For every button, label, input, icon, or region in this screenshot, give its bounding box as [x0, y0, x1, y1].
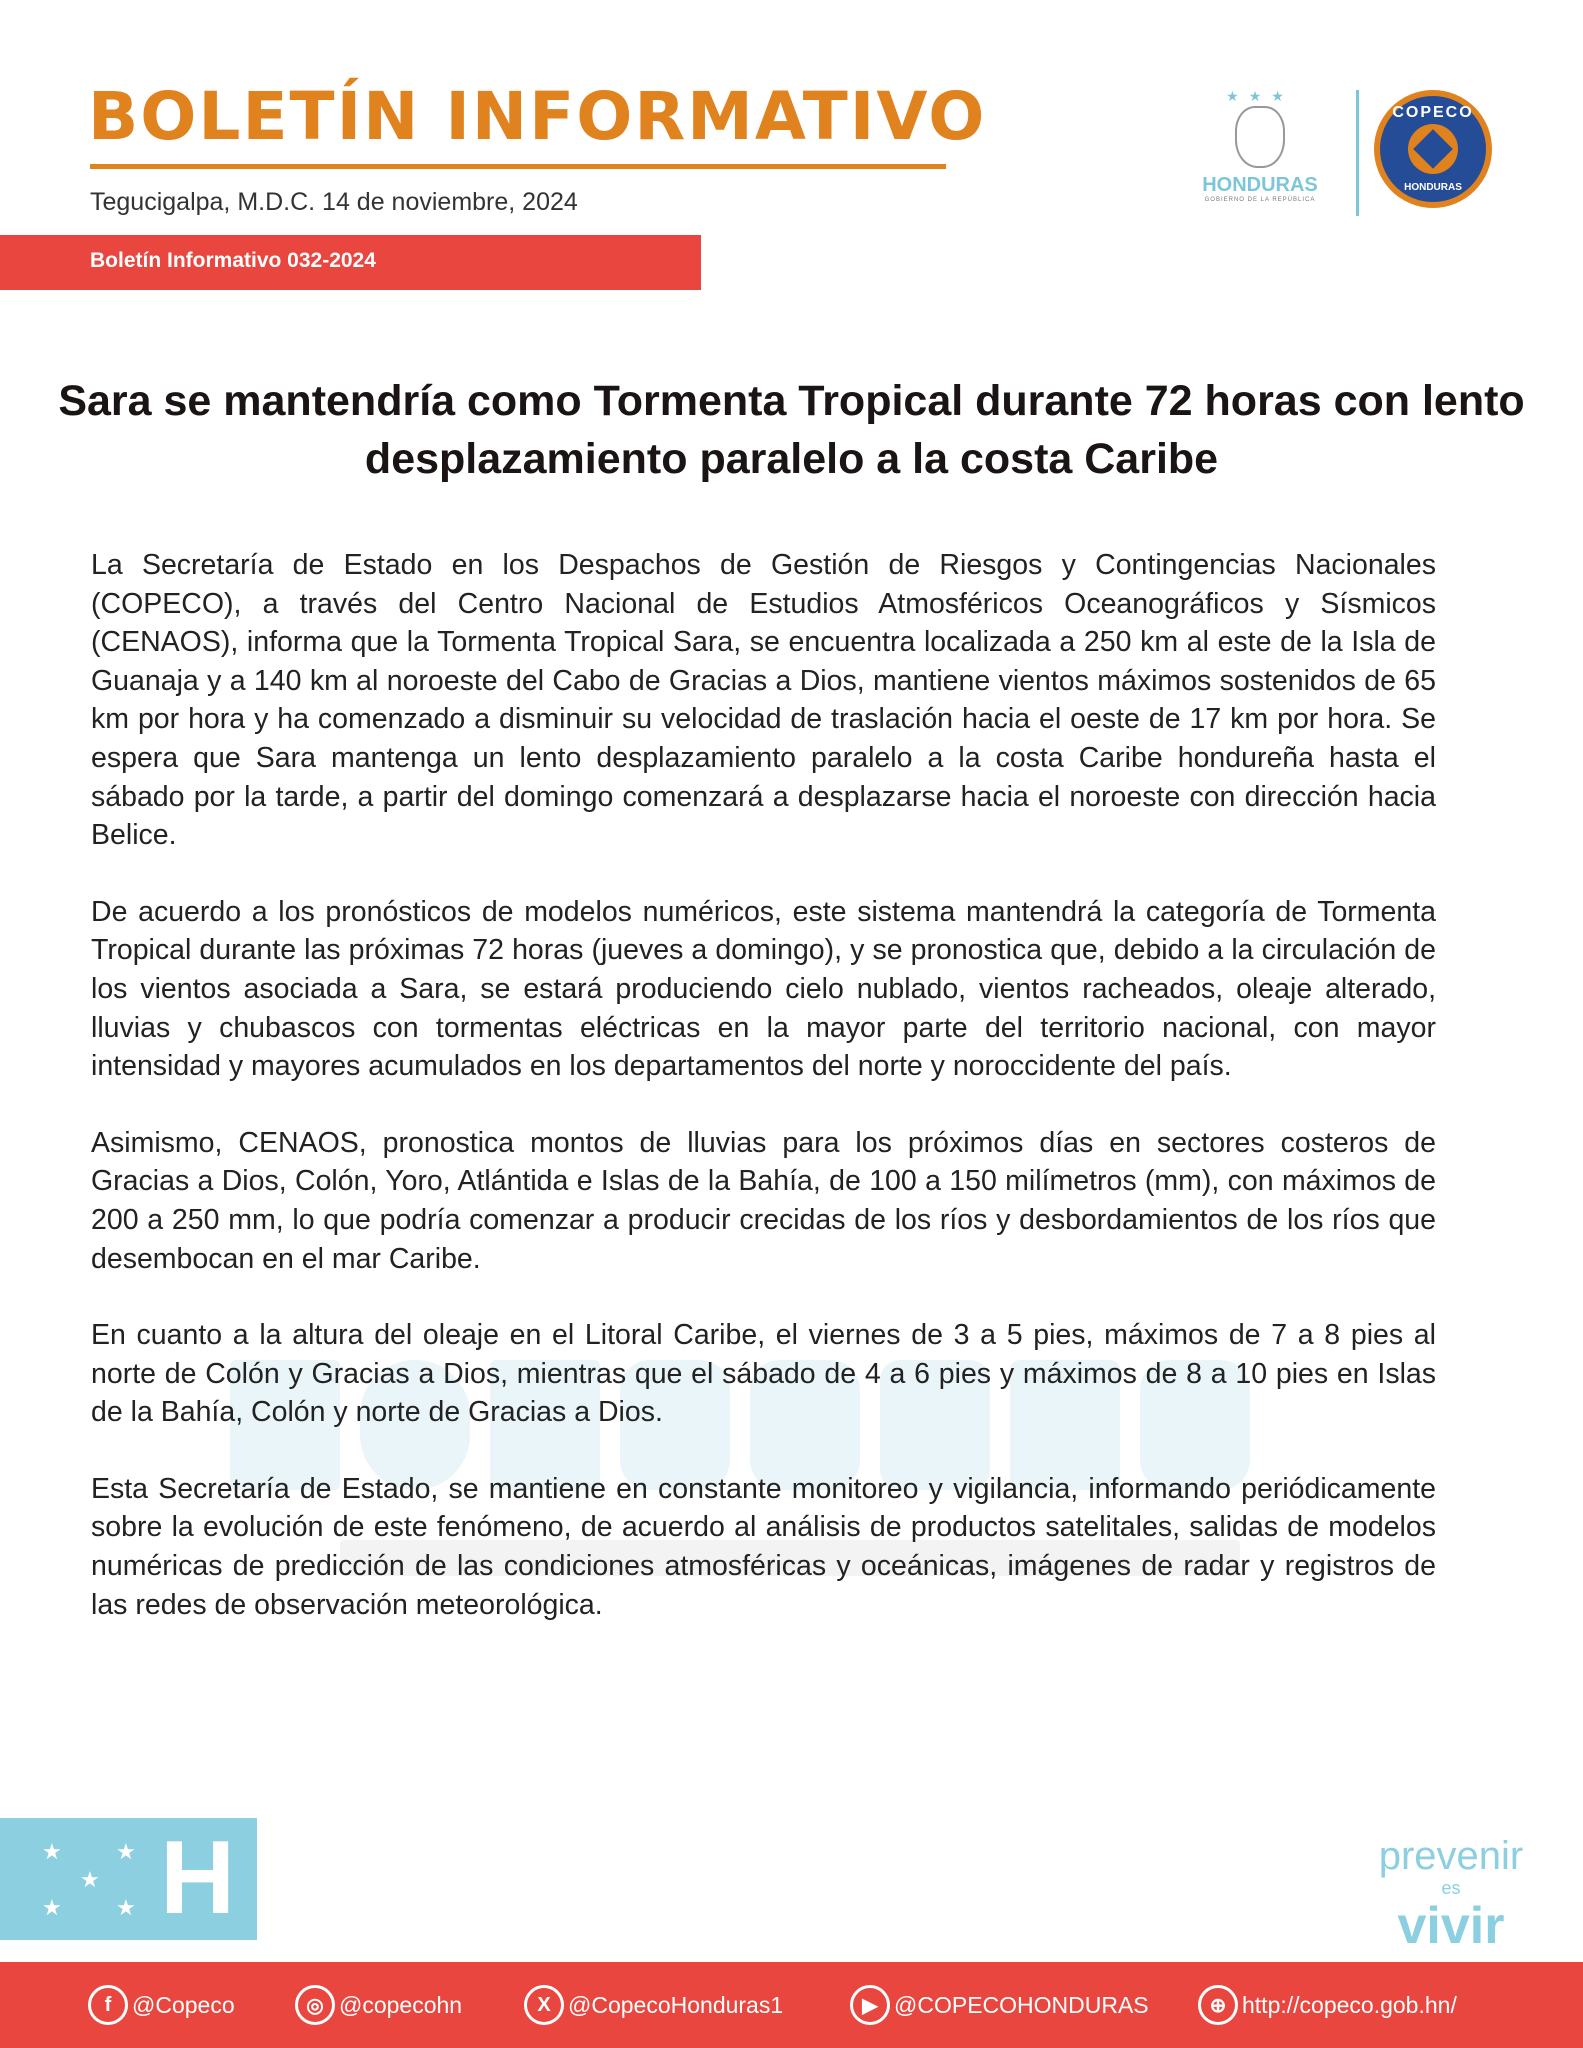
instagram-link[interactable]	[295, 1985, 462, 2025]
star-icon: ★	[116, 1895, 136, 1920]
bulletin-number-bar	[0, 235, 701, 290]
x-link[interactable]	[524, 1985, 783, 2025]
diamond-icon	[1413, 129, 1453, 169]
instagram-icon: ◎	[295, 1985, 335, 2025]
website-url: http://copeco.gob.hn/	[1242, 1991, 1457, 2018]
logo-divider	[1356, 90, 1359, 216]
star-icon: ★	[116, 1839, 136, 1864]
star-icon: ★	[42, 1895, 62, 1920]
bulletin-title: BOLETÍN INFORMATIVO	[88, 78, 987, 155]
star-icon: ★	[80, 1867, 100, 1892]
paragraph: Asimismo, CENAOS, pronostica montos de lluvias para los próximos días en sectores costeros de Gracias a Dios, Colón, Yoro, Atlántida e Islas de la Bahía, de 100 a 150 milímetros (mm), con máximos de 200 a 250 mm, lo que podría comenzar a producir crecidas de los ríos y desbordamientos de los ríos que desembocan en el mar Caribe.	[91, 1126, 1436, 1275]
youtube-icon: ▶	[850, 1985, 890, 2025]
slogan-line: es	[1441, 1878, 1461, 1898]
paragraph: De acuerdo a los pronósticos de modelos numéricos, este sistema mantendrá la categoría de Tormenta Tropical durante las próximas 72 horas (jueves a domingo), y se pronostica que, debido a la circulación de los vientos asociada a Sara, se estará produciendo cielo nublado, vientos racheados, oleaje alterado, lluvias y chubascos con tormentas eléctricas en la mayor parte del territorio nacional, con mayor intensidad y mayores acumulados en los departamentos del norte y noroccidente del país.	[91, 895, 1436, 1083]
copeco-logo-subtext: HONDURAS	[1404, 182, 1462, 193]
youtube-link[interactable]	[850, 1985, 1149, 2025]
stars-icon: ★★★	[1226, 88, 1294, 104]
copeco-logo	[1374, 90, 1492, 208]
star-icon: ★	[42, 1839, 62, 1864]
header-logos	[1190, 88, 1510, 223]
paragraph: Esta Secretaría de Estado, se mantiene en constante monitoreo y vigilancia, informando periódicamente sobre la evolución de este fenómeno, de acuerdo al análisis de productos satelitales, salidas de modelos numéricas de predicción de las condiciones atmosféricas y oceánicas, imágenes de radar y registros de las redes de observación meteorológica.	[91, 1472, 1436, 1621]
facebook-link[interactable]	[88, 1985, 235, 2025]
coat-of-arms-icon	[1235, 106, 1285, 168]
h-letter-icon: H	[160, 1820, 236, 1936]
honduras-logo-text: HONDURAS	[1202, 174, 1318, 196]
x-icon: X	[524, 1985, 564, 2025]
honduras-h-logo	[0, 1818, 257, 1940]
facebook-handle: @Copeco	[132, 1991, 235, 2018]
slogan-line: vivir	[1397, 1897, 1505, 1955]
globe-icon: ⊕	[1198, 1985, 1238, 2025]
website-link[interactable]	[1198, 1985, 1457, 2025]
youtube-handle: @COPECOHONDURAS	[894, 1991, 1149, 2018]
footer-social-bar	[0, 1962, 1583, 2048]
bulletin-body	[91, 546, 1436, 1662]
bulletin-number: Boletín Informativo 032-2024	[90, 249, 376, 272]
instagram-handle: @copecohn	[339, 1991, 463, 2018]
honduras-logo-subtext: GOBIERNO DE LA REPÚBLICA	[1204, 197, 1316, 203]
x-handle: @CopecoHonduras1	[568, 1991, 784, 2018]
title-underline	[90, 164, 946, 169]
date-line: Tegucigalpa, M.D.C. 14 de noviembre, 2024	[90, 188, 578, 216]
paragraph: En cuanto a la altura del oleaje en el Litoral Caribe, el viernes de 3 a 5 pies, máximos de 7 a 8 pies al norte de Colón y Gracias a Dios, mientras que el sábado de 4 a 6 pies y máximos de 8 a 10 pies en Islas de la Bahía, Colón y norte de Gracias a Dios.	[91, 1319, 1436, 1429]
copeco-logo-text: COPECO	[1392, 104, 1474, 121]
paragraph: La Secretaría de Estado en los Despachos de Gestión de Riesgos y Contingencias Nacionales (COPECO), a través del Centro Nacional de Estudios Atmosféricos Oceanográficos y Sísmicos (CENAOS), informa que la Tormenta Tropical Sara, se encuentra localizada a 250 km al este de la Isla de Guanaja y a 140 km al noroeste del Cabo de Gracias a Dios, mantiene vientos máximos sostenidos de 65 km por hora y ha comenzado a disminuir su velocidad de traslación hacia el oeste de 17 km por hora. Se espera que Sara mantenga un lento desplazamiento paralelo a la costa Caribe hondureña hasta el sábado por la tarde, a partir del domingo comenzará a desplazarse hacia el noroeste con dirección hacia Belice.	[91, 549, 1436, 852]
slogan	[1356, 1834, 1546, 1954]
slogan-line: prevenir	[1378, 1834, 1524, 1878]
honduras-government-logo	[1190, 88, 1330, 223]
facebook-icon: f	[88, 1985, 128, 2025]
headline: Sara se mantendría como Tormenta Tropical durante 72 horas con lento desplazamiento paralelo a la costa Caribe	[58, 377, 1525, 483]
